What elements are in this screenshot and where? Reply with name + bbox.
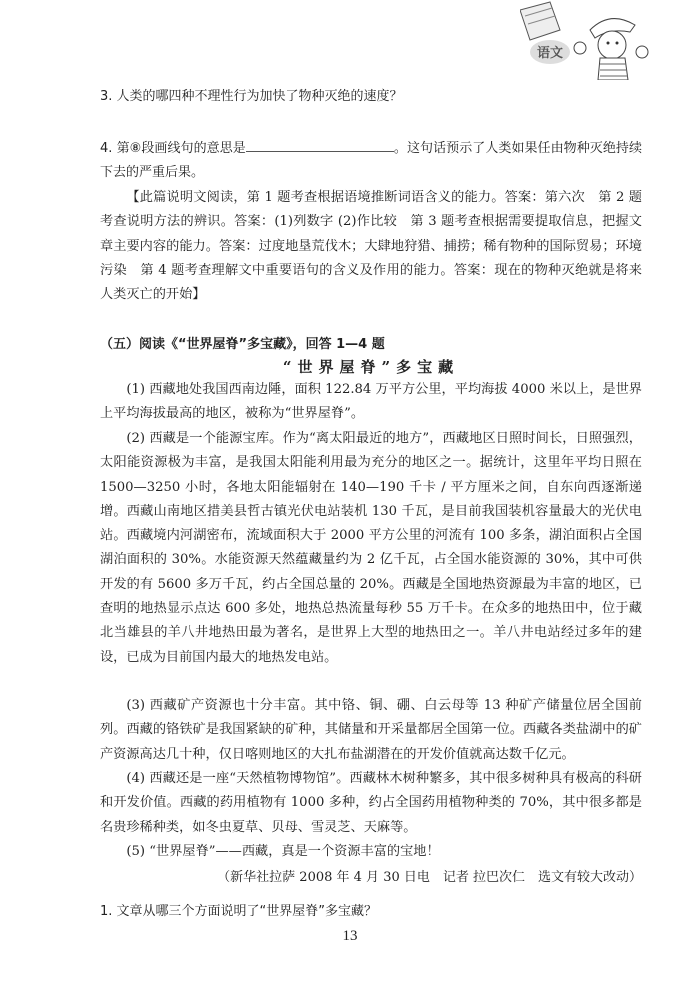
question-4 [100, 137, 642, 186]
question-1: 1. 文章从哪三个方面说明了“世界屋脊”多宝藏？ [100, 904, 378, 919]
paragraph-3: (3) 西藏矿产资源也十分丰富。其中铬、铜、硼、白云母等 13 种矿产储量位居全国前列。西藏的铬铁矿是我国紧缺的矿种，其储量和开采量都居全国第一位。西藏各类盐湖中的矿产资源高达几十种，仅日喀则地区的大扎布盐湖潜在的开发价值就高达数千亿元。 [100, 698, 642, 762]
book-and-cartoon-boy-logo [520, 0, 700, 80]
subject-badge: 语文 [536, 46, 564, 61]
article-source: （新华社拉萨 2008 年 4 月 30 日电 记者 拉巴次仁 选文有较大改动） [217, 870, 642, 885]
article-title: “世界屋脊”多宝藏 [282, 358, 460, 376]
answer-key: 【此篇说明文阅读，第 1 题考查根据语境推断词语含义的能力。答案：第六次 第 2 题考查说明方法的辨识。答案：(1)列数字 (2)作比较 第 3 题考查根据需要提取信息，把握文章主要内容的能力。答案：过度地垦荒伐木；大肆地狩猎、捕捞；稀有物种的国际贸易；环境污染 第 4 题考查理解文中重要语句的含义及作用的能力。答案：现在的物种灭绝就是将来人类灭亡的开始】 [100, 190, 642, 303]
page-number: 13 [342, 928, 358, 944]
section-heading: （五）阅读《“世界屋脊”多宝藏》，回答 1—4 题 [100, 337, 385, 352]
paragraph-5: (5) “世界屋脊”——西藏，真是一个资源丰富的宝地！ [126, 844, 440, 859]
paragraph-4: (4) 西藏还是一座“天然植物博物馆”。西藏林木树种繁多，其中很多树种具有极高的科研和开发价值。西藏的药用植物有 1000 多种，约占全国药用植物种类的 70%，其中很多都是名贵珍稀种类，如冬虫夏草、贝母、雪灵芝、天麻等。 [100, 771, 642, 835]
question-4-text-end: 。这句话预示了人类如果任由物种灭绝持续下去的严重后果。 [100, 141, 642, 181]
answer-blank[interactable] [246, 137, 394, 152]
paragraph-1: (1) 西藏地处我国西南边陲，面积 122.84 万平方公里，平均海拔 4000 米以上，是世界上平均海拔最高的地区，被称为“世界屋脊”。 [100, 382, 642, 422]
question-4-text: 4. 第⑧段画线句的意思是 [100, 141, 246, 156]
question-3: 3. 人类的哪四种不理性行为加快了物种灭绝的速度？ [100, 89, 403, 104]
paragraph-2: (2) 西藏是一个能源宝库。作为“离太阳最近的地方”，西藏地区日照时间长，日照强烈，太阳能资源极为丰富，是我国太阳能利用最为充分的地区之一。据统计，这里年平均日照在 1500—3250 小时，各地太阳能辐射在 140—190 千卡 / 平方厘米之间，自东向西逐渐递增。西藏山南地区措美县哲古镇光伏电站装机 130 千瓦，是目前我国装机容量最大的光伏电站。西藏境内河湖密布，流域面积大于 2000 平方公里的河流有 100 多条，湖泊面积占全国湖泊面积的 30%。水能资源天然蕴藏量约为 2 亿千瓦，占全国水能资源的 30%，其中可供开发的有 5600 多万千瓦，约占全国总量的 20%。西藏是全国地热资源最为丰富的地区，已查明的地热显示点达 600 多处，地热总热流量每秒 55 万千卡。在众多的地热田中，位于藏北当雄县的羊八井地热田最为著名，是世界上大型的地热田之一。羊八井电站经过多年的建设，已成为目前国内最大的地热发电站。 [100, 431, 642, 665]
